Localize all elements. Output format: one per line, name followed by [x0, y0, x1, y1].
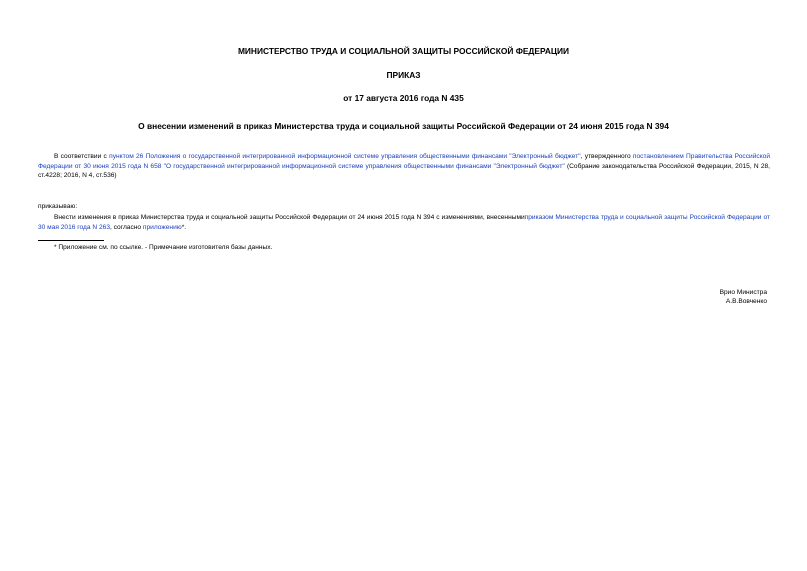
- footnote-divider: [38, 240, 104, 241]
- order-paragraph: [38, 213, 770, 232]
- link-regulation-clause-26[interactable]: пунктом 26 Положения о государственной интегрированной информационной системе управления общественными финансами "Электронный бюджет": [109, 153, 581, 160]
- document-type: ПРИКАЗ: [386, 70, 421, 80]
- order-text-3: *.: [181, 223, 187, 231]
- signatory-name: А.В.Вовченко: [725, 298, 767, 305]
- link-order-263[interactable]: приказом Министерства труда и социальной защиты Российской Федерации от 30 мая 2016 года N 263: [38, 214, 770, 231]
- preamble-text-1: В соответствии с: [54, 153, 110, 160]
- signatory-position: Врио Министра: [719, 289, 767, 296]
- orders-label: приказываю:: [38, 203, 78, 210]
- preamble-paragraph: [38, 152, 770, 181]
- link-government-resolution-658[interactable]: постановлением Правительства Российской Федерации от 30 июня 2015 года N 658 "О государственной интегрированной информационной системе управления общественными финансами "Электронный бюджет": [38, 153, 771, 170]
- preamble-text-3: (Собрание законодательства Российской Федерации, 2015, N 28, ст.4228; 2016, N 4, ст.536): [38, 162, 770, 180]
- document-title: О внесении изменений в приказ Министерства труда и социальной защиты Российской Федерации от 24 июня 2015 года N 394: [138, 121, 669, 131]
- link-appendix[interactable]: приложению: [142, 223, 182, 231]
- document-date-number: от 17 августа 2016 года N 435: [343, 93, 464, 103]
- preamble-text-2: , утвержденного: [580, 153, 633, 160]
- ministry-name: МИНИСТЕРСТВО ТРУДА И СОЦИАЛЬНОЙ ЗАЩИТЫ РОССИЙСКОЙ ФЕДЕРАЦИИ: [237, 46, 570, 56]
- order-text-2: , согласно: [110, 223, 143, 231]
- order-text-1: Внести изменения в приказ Министерства труда и социальной защиты Российской Федерации от 24 июня 2015 года N 394 с изменениями, внесенными: [54, 214, 525, 221]
- footnote: * Приложение см. по ссылке. - Примечание изготовителя базы данных.: [54, 244, 273, 251]
